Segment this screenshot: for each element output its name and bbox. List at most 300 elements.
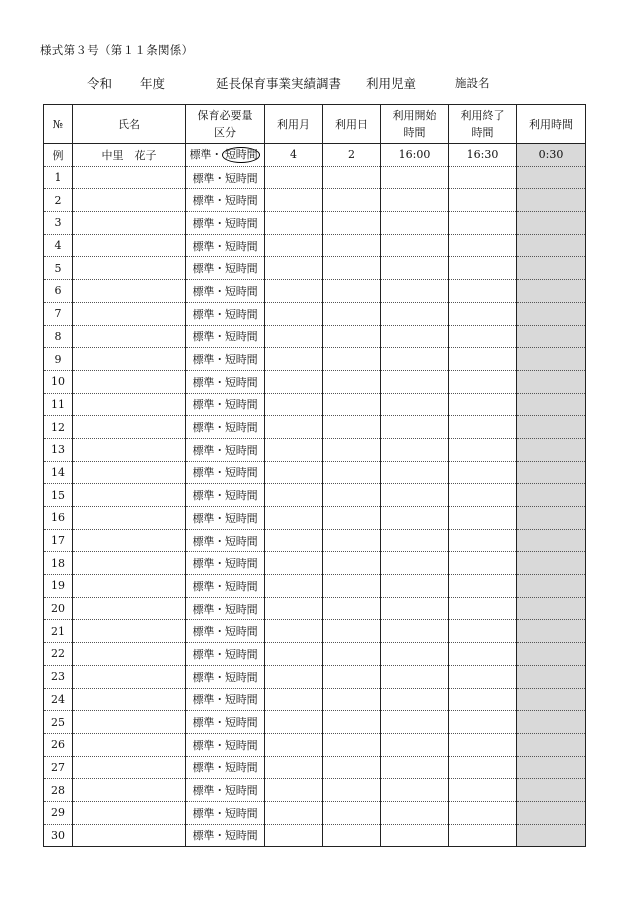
row-month-cell[interactable] — [265, 370, 323, 393]
row-month-cell[interactable] — [265, 643, 323, 666]
row-end-cell[interactable] — [449, 280, 517, 303]
row-name-cell[interactable] — [73, 688, 186, 711]
example-kubun — [186, 144, 265, 167]
row-duration-cell — [517, 824, 586, 847]
row-no: 12 — [44, 416, 73, 439]
row-end-cell[interactable] — [449, 643, 517, 666]
row-duration-cell — [517, 665, 586, 688]
row-kubun: 標準・短時間 — [186, 370, 265, 393]
row-name-cell[interactable] — [73, 438, 186, 461]
row-kubun: 標準・短時間 — [186, 597, 265, 620]
col-header-start-line2: 時間 — [403, 126, 426, 139]
row-end-cell[interactable] — [449, 552, 517, 575]
row-start-cell[interactable] — [381, 620, 449, 643]
row-start-cell[interactable] — [381, 393, 449, 416]
row-name-cell[interactable] — [73, 643, 186, 666]
table-row — [44, 597, 586, 620]
row-month-cell[interactable] — [265, 711, 323, 734]
row-kubun: 標準・短時間 — [186, 507, 265, 530]
row-start-cell[interactable] — [381, 280, 449, 303]
table-row — [44, 552, 586, 575]
row-start-cell[interactable] — [381, 234, 449, 257]
row-day-cell[interactable] — [323, 507, 381, 530]
row-month-cell[interactable] — [265, 438, 323, 461]
row-start-cell[interactable] — [381, 711, 449, 734]
row-name-cell[interactable] — [73, 552, 186, 575]
table-row — [44, 665, 586, 688]
row-no: 16 — [44, 507, 73, 530]
row-duration-cell — [517, 529, 586, 552]
row-no: 18 — [44, 552, 73, 575]
row-name-cell[interactable] — [73, 212, 186, 235]
row-start-cell[interactable] — [381, 665, 449, 688]
row-kubun: 標準・短時間 — [186, 257, 265, 280]
row-duration-cell — [517, 461, 586, 484]
row-month-cell[interactable] — [265, 529, 323, 552]
row-duration-cell — [517, 438, 586, 461]
row-duration-cell — [517, 733, 586, 756]
row-month-cell[interactable] — [265, 393, 323, 416]
row-end-cell[interactable] — [449, 416, 517, 439]
row-no: 10 — [44, 370, 73, 393]
row-start-cell[interactable] — [381, 325, 449, 348]
row-day-cell[interactable] — [323, 348, 381, 371]
row-duration-cell — [517, 212, 586, 235]
era-label: 令和 — [87, 76, 113, 91]
example-name: 中里 花子 — [73, 144, 186, 167]
row-end-cell[interactable] — [449, 688, 517, 711]
row-no: 5 — [44, 257, 73, 280]
row-kubun: 標準・短時間 — [186, 189, 265, 212]
row-day-cell[interactable] — [323, 824, 381, 847]
table-row — [44, 234, 586, 257]
table-row — [44, 370, 586, 393]
row-day-cell[interactable] — [323, 280, 381, 303]
row-end-cell[interactable] — [449, 166, 517, 189]
table-row — [44, 507, 586, 530]
row-name-cell[interactable] — [73, 507, 186, 530]
row-end-cell[interactable] — [449, 779, 517, 802]
row-no: 3 — [44, 212, 73, 235]
row-no: 14 — [44, 461, 73, 484]
row-duration-cell — [517, 507, 586, 530]
row-day-cell[interactable] — [323, 302, 381, 325]
row-duration-cell — [517, 643, 586, 666]
row-day-cell[interactable] — [323, 484, 381, 507]
table-row — [44, 325, 586, 348]
table-row — [44, 189, 586, 212]
table-row — [44, 416, 586, 439]
row-kubun: 標準・短時間 — [186, 529, 265, 552]
row-month-cell[interactable] — [265, 801, 323, 824]
usage-table — [43, 104, 586, 847]
row-duration-cell — [517, 688, 586, 711]
row-end-cell[interactable] — [449, 529, 517, 552]
row-no: 22 — [44, 643, 73, 666]
row-kubun: 標準・短時間 — [186, 552, 265, 575]
row-duration-cell — [517, 756, 586, 779]
col-header-kubun-line1: 保育必要量 — [197, 109, 253, 122]
row-kubun: 標準・短時間 — [186, 166, 265, 189]
row-day-cell[interactable] — [323, 779, 381, 802]
row-name-cell[interactable] — [73, 257, 186, 280]
row-start-cell[interactable] — [381, 733, 449, 756]
row-end-cell[interactable] — [449, 257, 517, 280]
row-day-cell[interactable] — [323, 189, 381, 212]
row-no: 15 — [44, 484, 73, 507]
row-no: 7 — [44, 302, 73, 325]
row-day-cell[interactable] — [323, 620, 381, 643]
row-start-cell[interactable] — [381, 507, 449, 530]
table-row — [44, 801, 586, 824]
row-no: 11 — [44, 393, 73, 416]
table-header-row — [44, 105, 586, 144]
table-row — [44, 643, 586, 666]
row-duration-cell — [517, 552, 586, 575]
row-start-cell[interactable] — [381, 756, 449, 779]
row-no: 6 — [44, 280, 73, 303]
row-start-cell[interactable] — [381, 688, 449, 711]
row-duration-cell — [517, 416, 586, 439]
row-end-cell[interactable] — [449, 212, 517, 235]
row-name-cell[interactable] — [73, 484, 186, 507]
row-month-cell[interactable] — [265, 325, 323, 348]
row-no: 24 — [44, 688, 73, 711]
row-day-cell[interactable] — [323, 597, 381, 620]
row-name-cell[interactable] — [73, 597, 186, 620]
row-start-cell[interactable] — [381, 643, 449, 666]
row-name-cell[interactable] — [73, 824, 186, 847]
row-no: 20 — [44, 597, 73, 620]
col-header-no: № — [44, 105, 73, 144]
row-end-cell[interactable] — [449, 438, 517, 461]
table-row — [44, 438, 586, 461]
row-name-cell[interactable] — [73, 302, 186, 325]
col-header-end-line1: 利用終了 — [460, 109, 505, 122]
row-name-cell[interactable] — [73, 189, 186, 212]
table-row — [44, 733, 586, 756]
row-kubun: 標準・短時間 — [186, 484, 265, 507]
row-no: 9 — [44, 348, 73, 371]
example-row — [44, 144, 586, 167]
example-day: 2 — [323, 144, 381, 167]
facility-label: 施設名 — [455, 76, 490, 90]
row-name-cell[interactable] — [73, 166, 186, 189]
row-start-cell[interactable] — [381, 801, 449, 824]
row-no: 29 — [44, 801, 73, 824]
document-title: 延長保育事業実績調書 — [216, 76, 342, 91]
table-row — [44, 302, 586, 325]
row-start-cell[interactable] — [381, 438, 449, 461]
row-duration-cell — [517, 257, 586, 280]
row-name-cell[interactable] — [73, 733, 186, 756]
row-start-cell[interactable] — [381, 529, 449, 552]
col-header-end-line2: 時間 — [471, 126, 494, 139]
row-day-cell[interactable] — [323, 756, 381, 779]
row-end-cell[interactable] — [449, 597, 517, 620]
row-name-cell[interactable] — [73, 393, 186, 416]
row-day-cell[interactable] — [323, 370, 381, 393]
row-duration-cell — [517, 348, 586, 371]
row-no: 2 — [44, 189, 73, 212]
row-no: 4 — [44, 234, 73, 257]
row-day-cell[interactable] — [323, 257, 381, 280]
table-row — [44, 711, 586, 734]
row-end-cell[interactable] — [449, 234, 517, 257]
row-start-cell[interactable] — [381, 348, 449, 371]
row-month-cell[interactable] — [265, 212, 323, 235]
row-month-cell[interactable] — [265, 234, 323, 257]
row-no: 1 — [44, 166, 73, 189]
table-row — [44, 257, 586, 280]
col-header-month: 利用月 — [265, 105, 323, 144]
row-month-cell[interactable] — [265, 620, 323, 643]
table-row — [44, 824, 586, 847]
row-kubun: 標準・短時間 — [186, 302, 265, 325]
row-month-cell[interactable] — [265, 484, 323, 507]
row-duration-cell — [517, 801, 586, 824]
row-kubun: 標準・短時間 — [186, 620, 265, 643]
row-kubun: 標準・短時間 — [186, 438, 265, 461]
row-kubun: 標準・短時間 — [186, 461, 265, 484]
row-month-cell[interactable] — [265, 575, 323, 598]
row-end-cell[interactable] — [449, 575, 517, 598]
table-row — [44, 393, 586, 416]
example-end: 16:30 — [449, 144, 517, 167]
row-day-cell[interactable] — [323, 733, 381, 756]
table-row — [44, 212, 586, 235]
table-row — [44, 575, 586, 598]
example-month: 4 — [265, 144, 323, 167]
row-day-cell[interactable] — [323, 688, 381, 711]
row-duration-cell — [517, 189, 586, 212]
table-row — [44, 620, 586, 643]
row-month-cell[interactable] — [265, 507, 323, 530]
row-end-cell[interactable] — [449, 348, 517, 371]
row-start-cell[interactable] — [381, 257, 449, 280]
row-start-cell[interactable] — [381, 575, 449, 598]
table-row — [44, 484, 586, 507]
row-name-cell[interactable] — [73, 348, 186, 371]
row-duration-cell — [517, 779, 586, 802]
row-month-cell[interactable] — [265, 280, 323, 303]
row-kubun: 標準・短時間 — [186, 779, 265, 802]
row-start-cell[interactable] — [381, 461, 449, 484]
row-kubun: 標準・短時間 — [186, 348, 265, 371]
row-duration-cell — [517, 302, 586, 325]
row-month-cell[interactable] — [265, 348, 323, 371]
row-start-cell[interactable] — [381, 212, 449, 235]
table-row — [44, 280, 586, 303]
row-end-cell[interactable] — [449, 302, 517, 325]
row-start-cell[interactable] — [381, 779, 449, 802]
row-month-cell[interactable] — [265, 824, 323, 847]
row-end-cell[interactable] — [449, 325, 517, 348]
title-row — [0, 74, 630, 90]
row-duration-cell — [517, 234, 586, 257]
row-no: 27 — [44, 756, 73, 779]
row-duration-cell — [517, 620, 586, 643]
row-month-cell[interactable] — [265, 733, 323, 756]
row-duration-cell — [517, 597, 586, 620]
row-end-cell[interactable] — [449, 393, 517, 416]
table-row — [44, 348, 586, 371]
row-day-cell[interactable] — [323, 166, 381, 189]
col-header-start — [381, 105, 449, 144]
row-month-cell[interactable] — [265, 257, 323, 280]
row-end-cell[interactable] — [449, 665, 517, 688]
row-end-cell[interactable] — [449, 756, 517, 779]
example-start: 16:00 — [381, 144, 449, 167]
row-end-cell[interactable] — [449, 711, 517, 734]
row-end-cell[interactable] — [449, 801, 517, 824]
row-kubun: 標準・短時間 — [186, 643, 265, 666]
col-header-start-line1: 利用開始 — [392, 109, 437, 122]
table-row — [44, 779, 586, 802]
row-day-cell[interactable] — [323, 529, 381, 552]
row-month-cell[interactable] — [265, 688, 323, 711]
row-start-cell[interactable] — [381, 416, 449, 439]
row-name-cell[interactable] — [73, 711, 186, 734]
row-no: 13 — [44, 438, 73, 461]
row-kubun: 標準・短時間 — [186, 416, 265, 439]
row-month-cell[interactable] — [265, 756, 323, 779]
row-no: 26 — [44, 733, 73, 756]
row-day-cell[interactable] — [323, 234, 381, 257]
row-end-cell[interactable] — [449, 733, 517, 756]
row-start-cell[interactable] — [381, 189, 449, 212]
row-no: 23 — [44, 665, 73, 688]
form-number: 様式第３号（第１１条関係） — [40, 43, 194, 57]
row-kubun: 標準・短時間 — [186, 575, 265, 598]
row-no: 25 — [44, 711, 73, 734]
row-name-cell[interactable] — [73, 620, 186, 643]
row-no: 30 — [44, 824, 73, 847]
col-header-day: 利用日 — [323, 105, 381, 144]
row-kubun: 標準・短時間 — [186, 234, 265, 257]
row-day-cell[interactable] — [323, 393, 381, 416]
row-month-cell[interactable] — [265, 189, 323, 212]
row-day-cell[interactable] — [323, 325, 381, 348]
row-day-cell[interactable] — [323, 461, 381, 484]
row-kubun: 標準・短時間 — [186, 212, 265, 235]
table-row — [44, 756, 586, 779]
row-day-cell[interactable] — [323, 552, 381, 575]
row-no: 19 — [44, 575, 73, 598]
example-duration: 0:30 — [517, 144, 586, 167]
row-day-cell[interactable] — [323, 643, 381, 666]
row-no: 8 — [44, 325, 73, 348]
col-header-duration: 利用時間 — [517, 105, 586, 144]
row-name-cell[interactable] — [73, 416, 186, 439]
row-no: 21 — [44, 620, 73, 643]
row-month-cell[interactable] — [265, 302, 323, 325]
table-row — [44, 461, 586, 484]
row-kubun: 標準・短時間 — [186, 824, 265, 847]
row-day-cell[interactable] — [323, 575, 381, 598]
row-name-cell[interactable] — [73, 370, 186, 393]
row-duration-cell — [517, 711, 586, 734]
row-duration-cell — [517, 166, 586, 189]
row-day-cell[interactable] — [323, 801, 381, 824]
row-end-cell[interactable] — [449, 507, 517, 530]
row-kubun: 標準・短時間 — [186, 801, 265, 824]
row-month-cell[interactable] — [265, 166, 323, 189]
col-header-name: 氏名 — [73, 105, 186, 144]
row-month-cell[interactable] — [265, 665, 323, 688]
row-start-cell[interactable] — [381, 166, 449, 189]
year-label: 年度 — [140, 76, 166, 91]
row-end-cell[interactable] — [449, 824, 517, 847]
row-kubun: 標準・短時間 — [186, 393, 265, 416]
col-header-end — [449, 105, 517, 144]
row-end-cell[interactable] — [449, 484, 517, 507]
col-header-kubun-line2: 区分 — [214, 126, 236, 139]
row-month-cell[interactable] — [265, 597, 323, 620]
col-header-kubun — [186, 105, 265, 144]
row-duration-cell — [517, 325, 586, 348]
row-kubun: 標準・短時間 — [186, 756, 265, 779]
row-day-cell[interactable] — [323, 665, 381, 688]
row-kubun: 標準・短時間 — [186, 733, 265, 756]
row-duration-cell — [517, 484, 586, 507]
row-day-cell[interactable] — [323, 438, 381, 461]
row-name-cell[interactable] — [73, 461, 186, 484]
table-row — [44, 166, 586, 189]
row-kubun: 標準・短時間 — [186, 280, 265, 303]
table-row — [44, 529, 586, 552]
row-name-cell[interactable] — [73, 756, 186, 779]
row-start-cell[interactable] — [381, 484, 449, 507]
row-start-cell[interactable] — [381, 370, 449, 393]
row-name-cell[interactable] — [73, 575, 186, 598]
row-end-cell[interactable] — [449, 189, 517, 212]
row-start-cell[interactable] — [381, 824, 449, 847]
row-end-cell[interactable] — [449, 370, 517, 393]
row-kubun: 標準・短時間 — [186, 688, 265, 711]
row-kubun: 標準・短時間 — [186, 665, 265, 688]
example-no: 例 — [44, 144, 73, 167]
row-start-cell[interactable] — [381, 552, 449, 575]
row-name-cell[interactable] — [73, 234, 186, 257]
row-name-cell[interactable] — [73, 529, 186, 552]
row-duration-cell — [517, 280, 586, 303]
row-name-cell[interactable] — [73, 325, 186, 348]
row-day-cell[interactable] — [323, 416, 381, 439]
example-kubun-circled: 短時間 — [222, 147, 260, 163]
row-end-cell[interactable] — [449, 461, 517, 484]
row-day-cell[interactable] — [323, 212, 381, 235]
row-name-cell[interactable] — [73, 665, 186, 688]
row-duration-cell — [517, 575, 586, 598]
row-name-cell[interactable] — [73, 779, 186, 802]
row-start-cell[interactable] — [381, 597, 449, 620]
row-month-cell[interactable] — [265, 779, 323, 802]
row-name-cell[interactable] — [73, 801, 186, 824]
row-kubun: 標準・短時間 — [186, 325, 265, 348]
row-end-cell[interactable] — [449, 620, 517, 643]
row-duration-cell — [517, 393, 586, 416]
row-start-cell[interactable] — [381, 302, 449, 325]
row-month-cell[interactable] — [265, 461, 323, 484]
row-no: 17 — [44, 529, 73, 552]
row-name-cell[interactable] — [73, 280, 186, 303]
row-month-cell[interactable] — [265, 552, 323, 575]
row-month-cell[interactable] — [265, 416, 323, 439]
row-kubun: 標準・短時間 — [186, 711, 265, 734]
row-no: 28 — [44, 779, 73, 802]
row-day-cell[interactable] — [323, 711, 381, 734]
